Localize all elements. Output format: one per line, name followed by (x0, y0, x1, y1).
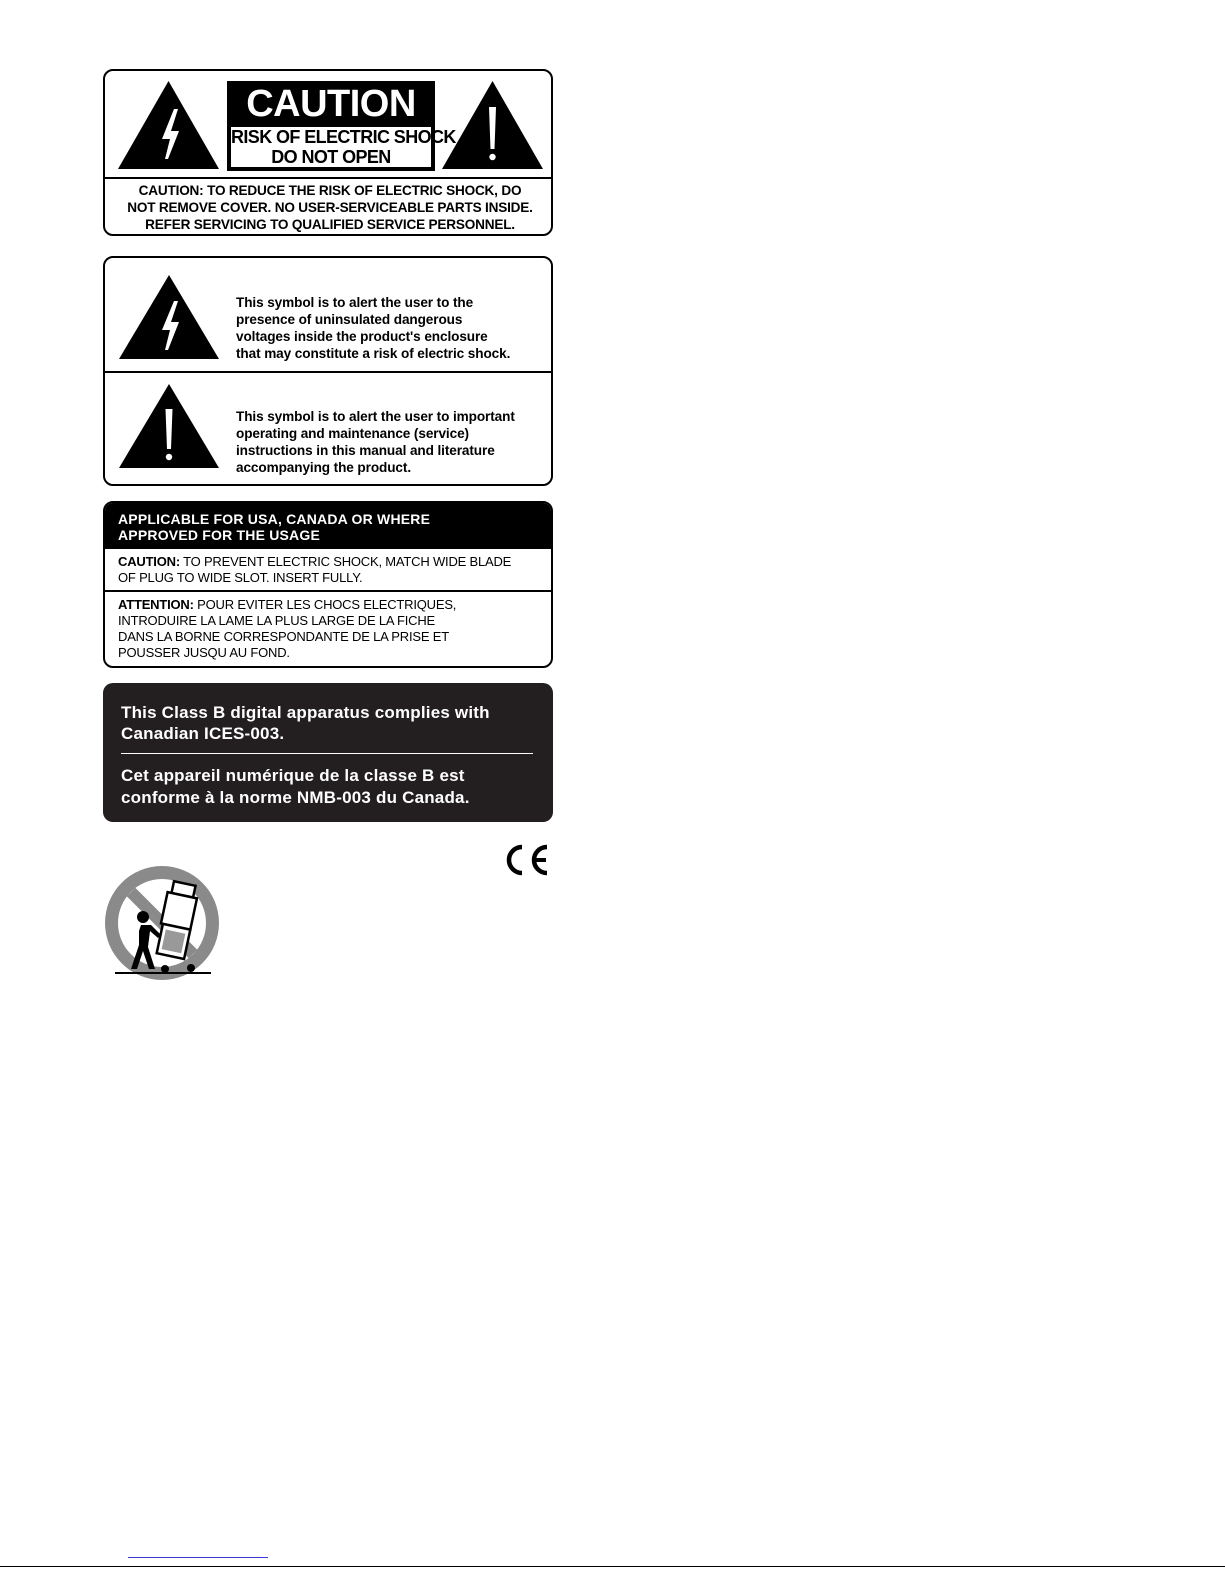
text-line: This symbol is to alert the user to important (236, 409, 515, 424)
plug-divider (105, 590, 551, 592)
exclamation-symbol-row (105, 374, 551, 484)
text-line: instructions in this manual and literature (236, 443, 495, 458)
symbols-panel (103, 256, 553, 486)
text-line: that may constitute a risk of electric shock. (236, 346, 511, 361)
plug-attention-line1 (118, 597, 456, 613)
plug-panel (103, 501, 553, 668)
lightning-symbol-text (236, 294, 510, 362)
caution-sub-box (231, 127, 456, 167)
caution-heading: CAUTION (246, 83, 416, 125)
plug-attention-line4: POUSSER JUSQU AU FOND. (118, 645, 290, 660)
plug-attention-line2: INTRODUIRE LA LAME LA PLUS LARGE DE LA FICHE (118, 613, 436, 628)
plug-caution-line1 (118, 554, 511, 570)
ices-compliance-panel (103, 683, 553, 822)
text-line: operating and maintenance (service) (236, 426, 469, 441)
no-cart-tipping-icon (103, 865, 223, 985)
footer-link-underline (128, 1557, 268, 1558)
text-line: presence of uninsulated dangerous (236, 312, 463, 327)
ices-en-line1: This Class B digital apparatus complies with (121, 703, 490, 722)
exclamation-triangle-icon (117, 382, 221, 470)
plug-panel-header (105, 503, 551, 549)
caution-label-bold: CAUTION: (118, 554, 180, 569)
ce-mark-icon (500, 842, 552, 878)
caution-divider (105, 177, 551, 179)
symbols-divider (105, 371, 551, 373)
caution-panel (103, 69, 553, 236)
header-line: APPLICABLE FOR USA, CANADA OR WHERE (118, 511, 431, 527)
attention-label-bold: ATTENTION: (118, 597, 194, 612)
lightning-triangle-icon (116, 79, 221, 171)
warning-line: CAUTION: TO REDUCE THE RISK OF ELECTRIC SHOCK, DO (138, 183, 522, 198)
warning-line: REFER SERVICING TO QUALIFIED SERVICE PERSONNEL. (145, 217, 515, 232)
text-line: This symbol is to alert the user to the (236, 295, 474, 310)
warning-line: NOT REMOVE COVER. NO USER-SERVICEABLE PARTS INSIDE. (127, 200, 533, 215)
attention-text: POUR EVITER LES CHOCS ELECTRIQUES, (193, 597, 457, 612)
lightning-triangle-icon (117, 273, 221, 361)
ices-fr-line1: Cet appareil numérique de la classe B est (121, 766, 465, 785)
caution-warning-text (109, 182, 551, 233)
ices-divider (121, 753, 533, 754)
text-line: accompanying the product. (236, 460, 411, 475)
text-line: voltages inside the product's enclosure (236, 329, 488, 344)
header-line: APPROVED FOR THE USAGE (118, 527, 320, 543)
ices-fr-line2: conforme à la norme NMB-003 du Canada. (121, 788, 470, 807)
plug-attention-line3: DANS LA BORNE CORRESPONDANTE DE LA PRISE ET (118, 629, 449, 644)
page-bottom-rule (0, 1566, 1225, 1567)
plug-caution-line2: OF PLUG TO WIDE SLOT. INSERT FULLY. (118, 570, 363, 585)
caution-sub-line1: RISK OF ELECTRIC SHOCK (231, 127, 456, 147)
exclamation-triangle-icon (440, 79, 545, 171)
ices-en-line2: Canadian ICES-003. (121, 724, 285, 743)
caution-sub-line2: DO NOT OPEN (271, 147, 391, 167)
caution-label (227, 81, 456, 171)
exclamation-symbol-text (236, 408, 515, 476)
caution-text: TO PREVENT ELECTRIC SHOCK, MATCH WIDE BLADE (179, 554, 512, 569)
lightning-symbol-row (105, 258, 551, 372)
